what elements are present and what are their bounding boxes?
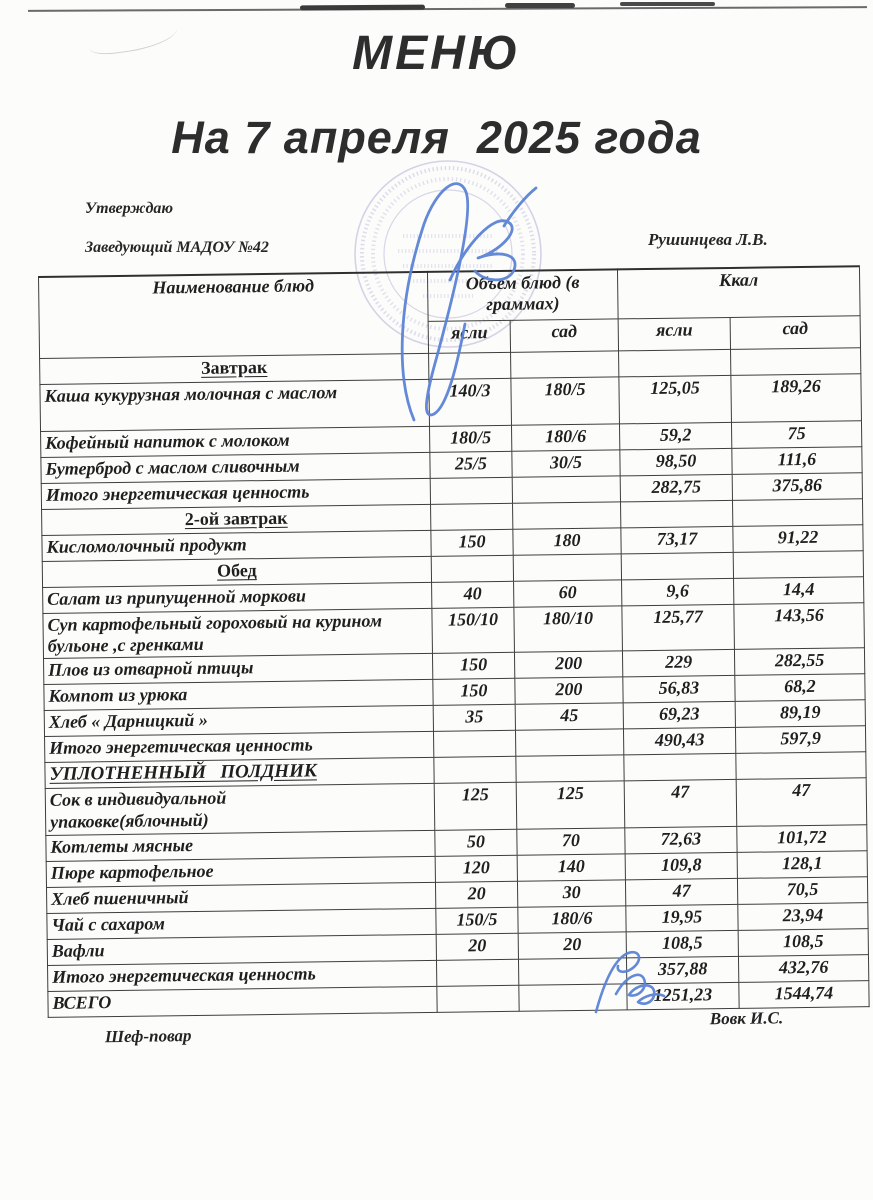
kcal-sad-cell: 47 — [736, 778, 867, 827]
volume-sad-cell: 180/10 — [514, 606, 623, 653]
chef-label: Шеф-повар — [104, 1026, 192, 1047]
kcal-sad-cell: 89,19 — [735, 700, 865, 728]
dish-name-cell: Хлеб « Дарницкий » — [44, 706, 433, 737]
kcal-sad-cell: 68,2 — [735, 674, 865, 702]
scan-edge-line — [28, 6, 867, 12]
subcolumn-kcal-sad: сад — [730, 316, 860, 350]
kcal-sad-cell — [733, 551, 863, 579]
kcal-sad-cell: 432,76 — [738, 955, 868, 983]
volume-sad-cell — [513, 502, 621, 529]
volume-yasli-cell: 40 — [432, 581, 514, 608]
dish-name-cell: ВСЕГО — [48, 987, 437, 1018]
dish-name-cell: Каша кукурузная молочная с маслом — [40, 379, 430, 431]
kcal-yasli-cell — [621, 500, 733, 527]
volume-sad-cell: 180/5 — [511, 377, 620, 425]
page-title: МЕНЮ — [352, 27, 521, 80]
dish-name-cell: Пюре картофельное — [46, 857, 435, 888]
volume-yasli-cell — [431, 555, 513, 582]
volume-sad-cell — [513, 554, 621, 581]
kcal-yasli-cell: 72,63 — [625, 827, 737, 854]
kcal-yasli-cell — [621, 552, 733, 579]
volume-yasli-cell: 150/10 — [432, 607, 515, 654]
approval-block — [85, 200, 269, 257]
dish-name-cell: Итого энергетическая ценность — [45, 732, 434, 763]
dish-name-cell: Суп картофельный гороховый на курином бульоне ,с гренками — [43, 608, 433, 659]
kcal-yasli-cell: 73,17 — [621, 526, 733, 553]
kcal-yasli-cell: 69,23 — [623, 702, 735, 729]
approver-name: Рушинцева Л.В. — [648, 230, 768, 249]
volume-yasli-cell: 150 — [433, 679, 515, 706]
volume-yasli-cell — [436, 960, 518, 987]
volume-yasli-cell — [431, 503, 513, 530]
volume-yasli-cell: 150 — [432, 653, 514, 680]
director-signature — [362, 152, 552, 442]
kcal-sad-cell: 128,1 — [737, 851, 867, 879]
kcal-sad-cell: 70,5 — [737, 877, 867, 905]
kcal-yasli-cell: 125,05 — [619, 375, 732, 423]
kcal-yasli-cell: 490,43 — [623, 728, 735, 755]
dish-name-cell: Хлеб пшеничный — [47, 883, 436, 914]
section-label: Завтрак — [200, 357, 268, 378]
volume-sad-cell — [516, 755, 624, 782]
signature-footer — [48, 1008, 870, 1065]
dish-name-cell: Вафли — [47, 935, 436, 966]
kcal-yasli-cell: 59,2 — [620, 422, 732, 449]
volume-yasli-cell — [434, 731, 516, 758]
kcal-yasli-cell: 357,88 — [626, 957, 738, 984]
dish-name-cell: Чай с сахаром — [47, 909, 436, 940]
scan-edge-blob — [300, 5, 425, 11]
kcal-sad-cell: 597,9 — [735, 726, 865, 754]
kcal-yasli-cell: 282,75 — [620, 474, 732, 501]
dish-name-cell: Кисломолочный продукт — [42, 530, 431, 561]
dish-name-cell: Салат из припущенной моркови — [43, 582, 432, 613]
kcal-yasli-cell: 109,8 — [625, 853, 737, 880]
volume-yasli-cell: 140/3 — [429, 378, 512, 426]
volume-sad-cell — [515, 729, 623, 756]
volume-sad-cell: 45 — [515, 703, 623, 730]
kcal-yasli-cell: 229 — [622, 650, 734, 677]
section-label: УПЛОТНЕННЫЙ ПОЛДНИК — [49, 760, 317, 786]
volume-yasli-cell: 120 — [435, 856, 517, 883]
dish-name-cell: Котлеты мясные — [46, 831, 435, 862]
dish-name-cell: Компот из урюка — [44, 680, 433, 711]
volume-sad-cell: 140 — [517, 854, 625, 881]
volume-sad-cell: 200 — [514, 651, 622, 678]
volume-sad-cell: 60 — [514, 580, 622, 607]
page-subtitle: На 7 апреля 2025 года — [171, 112, 702, 163]
column-header-name: Наименование блюд — [39, 272, 429, 359]
kcal-sad-cell: 189,26 — [731, 374, 862, 423]
volume-sad-cell: 70 — [517, 828, 625, 855]
dish-name-cell: Итого энергетическая ценность — [41, 478, 430, 509]
volume-sad-cell: 20 — [518, 932, 626, 959]
kcal-sad-cell: 14,4 — [734, 577, 864, 605]
scan-edge-blob — [620, 2, 715, 6]
volume-sad-cell: 200 — [515, 677, 623, 704]
volume-yasli-cell: 150/5 — [436, 908, 518, 935]
kcal-sad-cell: 75 — [731, 421, 861, 449]
kcal-sad-cell: 111,6 — [732, 447, 862, 475]
volume-yasli-cell: 20 — [435, 882, 517, 909]
volume-sad-cell: 30 — [517, 880, 625, 907]
section-label: Обед — [216, 560, 257, 581]
kcal-yasli-cell: 56,83 — [623, 676, 735, 703]
dish-name-cell: Итого энергетическая ценность — [48, 961, 437, 992]
kcal-yasli-cell — [624, 754, 736, 781]
subcolumn-volume-sad: сад — [510, 319, 618, 352]
kcal-sad-cell: 108,5 — [738, 929, 868, 957]
kcal-sad-cell — [731, 348, 861, 376]
kcal-yasli-cell: 98,50 — [620, 448, 732, 475]
chef-signature — [586, 946, 701, 1021]
kcal-sad-cell: 1544,74 — [739, 981, 869, 1009]
kcal-sad-cell: 23,94 — [738, 903, 868, 931]
column-header-volume: Объем блюд (в граммах) — [427, 269, 618, 321]
scan-edge-blob — [505, 3, 575, 8]
subcolumn-volume-yasli: ясли — [428, 320, 510, 353]
column-header-kcal: Ккал — [617, 266, 860, 319]
kcal-sad-cell — [733, 499, 863, 527]
volume-yasli-cell: 180/5 — [430, 425, 512, 452]
volume-yasli-cell: 150 — [431, 529, 513, 556]
kcal-yasli-cell: 125,77 — [622, 604, 735, 651]
volume-sad-cell — [512, 476, 620, 503]
dish-name-cell: Плов из отварной птицы — [44, 654, 433, 685]
kcal-sad-cell: 91,22 — [733, 525, 863, 553]
volume-yasli-cell — [430, 477, 512, 504]
kcal-yasli-cell: 108,5 — [626, 931, 738, 958]
volume-sad-cell: 125 — [516, 781, 625, 829]
volume-sad-cell: 180 — [513, 528, 621, 555]
kcal-sad-cell — [736, 752, 866, 780]
chef-name: Вовк И.С. — [709, 1008, 784, 1029]
volume-yasli-cell: 25/5 — [430, 451, 512, 478]
section-label: 2-ой завтрак — [184, 507, 288, 530]
kcal-sad-cell: 375,86 — [732, 473, 862, 501]
volume-yasli-cell — [437, 986, 519, 1013]
volume-yasli-cell: 50 — [435, 830, 517, 857]
volume-sad-cell: 180/6 — [511, 424, 619, 451]
volume-yasli-cell: 35 — [433, 705, 515, 732]
kcal-sad-cell: 143,56 — [734, 603, 865, 650]
volume-yasli-cell: 20 — [436, 934, 518, 961]
kcal-sad-cell: 282,55 — [734, 648, 864, 676]
kcal-yasli-cell: 47 — [624, 780, 737, 828]
volume-yasli-cell: 125 — [434, 783, 517, 831]
subcolumn-kcal-yasli: ясли — [618, 317, 730, 350]
menu-table-body — [40, 348, 870, 1018]
approval-line-1: Утверждаю — [85, 200, 174, 217]
kcal-yasli-cell: 47 — [625, 879, 737, 906]
kcal-sad-cell: 101,72 — [737, 825, 867, 853]
kcal-yasli-cell: 9,6 — [622, 578, 734, 605]
kcal-yasli-cell: 19,95 — [626, 905, 738, 932]
dish-name-cell: Сок в индивидуальной упаковке(яблочный) — [45, 784, 435, 836]
volume-sad-cell: 180/6 — [518, 906, 626, 933]
volume-sad-cell: 30/5 — [512, 450, 620, 477]
dish-name-cell: Кофейный напиток с молоком — [41, 426, 430, 457]
kcal-yasli-cell — [619, 349, 731, 376]
approval-line-2: Заведующий МАДОУ №42 — [85, 239, 269, 256]
volume-yasli-cell — [434, 757, 516, 784]
dish-name-cell: Бутерброд с маслом сливочным — [41, 452, 430, 483]
kcal-yasli-cell: 1251,23 — [627, 983, 739, 1010]
